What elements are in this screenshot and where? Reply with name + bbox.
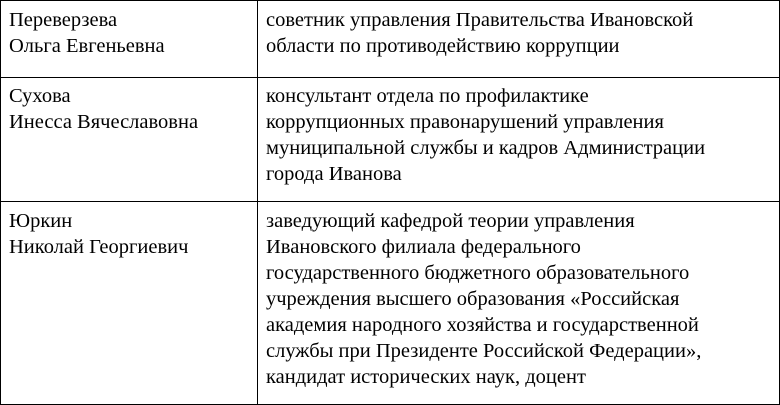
- position-line: Ивановского филиала федерального: [266, 236, 581, 258]
- table-row: [1, 1, 780, 78]
- member-surname: Сухова: [9, 85, 71, 107]
- member-given-name: Ольга Евгеньевна: [9, 35, 165, 57]
- member-position-cell: [258, 202, 780, 405]
- position-line: муниципальной службы и кадров Администрации: [266, 137, 706, 159]
- member-given-name: Инесса Вячеславовна: [9, 111, 199, 133]
- position-line: академия народного хозяйства и государственной: [266, 314, 699, 336]
- position-line: заведующий кафедрой теории управления: [266, 210, 635, 232]
- table-row: [1, 202, 780, 405]
- member-position-cell: [258, 1, 780, 78]
- position-line: города Иванова: [266, 163, 402, 185]
- member-name-cell: [1, 202, 258, 405]
- member-position-cell: [258, 78, 780, 202]
- position-line: службы при Президенте Российской Федерации»,: [266, 340, 702, 362]
- position-line: консультант отдела по профилактике: [266, 85, 589, 107]
- position-line: государственного бюджетного образовательного: [266, 262, 690, 284]
- member-given-name: Николай Георгиевич: [9, 236, 189, 258]
- member-surname: Переверзева: [9, 9, 118, 31]
- member-name-cell: [1, 1, 258, 78]
- member-name-cell: [1, 78, 258, 202]
- table-row: [1, 78, 780, 202]
- position-line: кандидат исторических наук, доцент: [266, 366, 586, 388]
- position-line: области по противодействию коррупции: [266, 35, 620, 57]
- position-line: коррупционных правонарушений управления: [266, 111, 664, 133]
- member-surname: Юркин: [9, 210, 73, 232]
- position-line: советник управления Правительства Ивановской: [266, 9, 694, 31]
- position-line: учреждения высшего образования «Российская: [266, 288, 680, 310]
